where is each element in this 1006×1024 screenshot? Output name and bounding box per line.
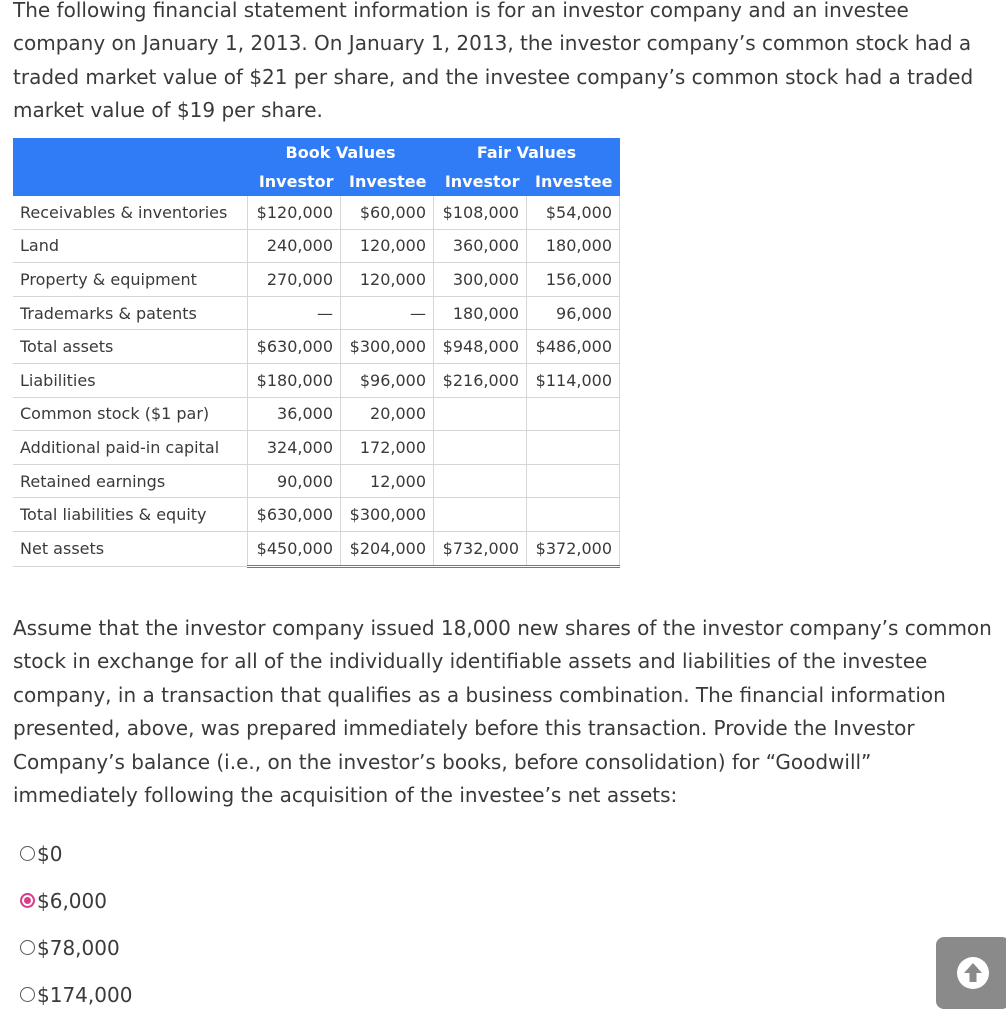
cell: 324,000	[248, 431, 341, 465]
cell: 90,000	[248, 464, 341, 498]
cell	[527, 397, 620, 431]
cell: $486,000	[527, 330, 620, 364]
cell	[434, 431, 527, 465]
row-label: Land	[13, 229, 248, 263]
cell: —	[341, 296, 434, 330]
cell	[434, 498, 527, 532]
table-row-net-assets	[13, 531, 620, 566]
option-1[interactable]	[20, 877, 132, 924]
cell: $630,000	[248, 330, 341, 364]
arrow-up-icon	[956, 956, 990, 990]
intro-paragraph: The following financial statement information is for an investor company and an investee company on January 1, 2013. On January 1, 2013, the investor company’s common stock had a traded market value of $21 per share, and the investee company’s common stock had a traded market value of $19 per share.	[13, 0, 974, 123]
cell: 300,000	[434, 263, 527, 297]
cell: $300,000	[341, 330, 434, 364]
cell: $114,000	[527, 363, 620, 397]
cell: 240,000	[248, 229, 341, 263]
cell	[527, 431, 620, 465]
cell: $204,000	[341, 531, 434, 566]
cell: —	[248, 296, 341, 330]
radio-button[interactable]	[20, 987, 35, 1002]
cell: $54,000	[527, 196, 620, 229]
table-row-total-liabilities-equity	[13, 498, 620, 532]
table-row	[13, 296, 620, 330]
cell: $948,000	[434, 330, 527, 364]
option-label: $0	[37, 841, 63, 866]
row-label: Total liabilities & equity	[13, 498, 248, 532]
radio-button-selected[interactable]	[20, 893, 35, 908]
row-label: Net assets	[13, 531, 248, 566]
cell: $300,000	[341, 498, 434, 532]
cell: $372,000	[527, 531, 620, 566]
cell: 96,000	[527, 296, 620, 330]
answer-options	[20, 830, 132, 1018]
row-label: Additional paid-in capital	[13, 431, 248, 465]
cell: 270,000	[248, 263, 341, 297]
cell: 120,000	[341, 229, 434, 263]
col-header: Investor	[248, 167, 341, 196]
table-column-header-row	[13, 167, 620, 196]
table-row-total-assets	[13, 330, 620, 364]
cell: $216,000	[434, 363, 527, 397]
cell	[434, 397, 527, 431]
radio-button[interactable]	[20, 846, 35, 861]
table-row	[13, 196, 620, 229]
table-row	[13, 263, 620, 297]
group-header-fair-values: Fair Values	[434, 138, 620, 167]
table-corner-2	[13, 167, 248, 196]
cell: 36,000	[248, 397, 341, 431]
col-header: Investee	[527, 167, 620, 196]
cell: $732,000	[434, 531, 527, 566]
table-corner	[13, 138, 248, 167]
option-label: $174,000	[37, 982, 133, 1007]
cell: 12,000	[341, 464, 434, 498]
col-header: Investee	[341, 167, 434, 196]
row-label: Retained earnings	[13, 464, 248, 498]
cell: 180,000	[434, 296, 527, 330]
cell	[527, 464, 620, 498]
row-label: Trademarks & patents	[13, 296, 248, 330]
cell: $630,000	[248, 498, 341, 532]
cell: $96,000	[341, 363, 434, 397]
row-label: Liabilities	[13, 363, 248, 397]
option-label: $6,000	[37, 888, 107, 913]
cell: $60,000	[341, 196, 434, 229]
radio-button[interactable]	[20, 940, 35, 955]
table-row	[13, 397, 620, 431]
table-row	[13, 363, 620, 397]
table-row	[13, 431, 620, 465]
cell	[527, 498, 620, 532]
row-label: Property & equipment	[13, 263, 248, 297]
financial-table	[13, 138, 620, 568]
cell: 120,000	[341, 263, 434, 297]
table-group-header-row	[13, 138, 620, 167]
cell: 20,000	[341, 397, 434, 431]
cell: 156,000	[527, 263, 620, 297]
row-label: Receivables & inventories	[13, 196, 248, 229]
row-label: Common stock ($1 par)	[13, 397, 248, 431]
question-paragraph: Assume that the investor company issued 18,000 new shares of the investor company’s common stock in exchange for all of the individually identifiable assets and liabilities of the investee company, in a transaction that qualifies as a business combination. The financial information presented, above, was prepared immediately before this transaction. Provide the Investor Company’s balance (i.e., on the investor’s books, before consolidation) for “Goodwill” immediately following the acquisition of the investee’s net assets:	[13, 616, 992, 808]
cell: $180,000	[248, 363, 341, 397]
scroll-to-top-button[interactable]	[936, 937, 1006, 1009]
cell: $450,000	[248, 531, 341, 566]
option-2[interactable]	[20, 924, 132, 971]
group-header-book-values: Book Values	[248, 138, 434, 167]
option-3[interactable]	[20, 971, 132, 1018]
cell: 172,000	[341, 431, 434, 465]
cell: 360,000	[434, 229, 527, 263]
cell: $120,000	[248, 196, 341, 229]
cell	[434, 464, 527, 498]
col-header: Investor	[434, 167, 527, 196]
option-0[interactable]	[20, 830, 132, 877]
cell: $108,000	[434, 196, 527, 229]
row-label: Total assets	[13, 330, 248, 364]
table-row	[13, 464, 620, 498]
option-label: $78,000	[37, 935, 120, 960]
table-row	[13, 229, 620, 263]
cell: 180,000	[527, 229, 620, 263]
